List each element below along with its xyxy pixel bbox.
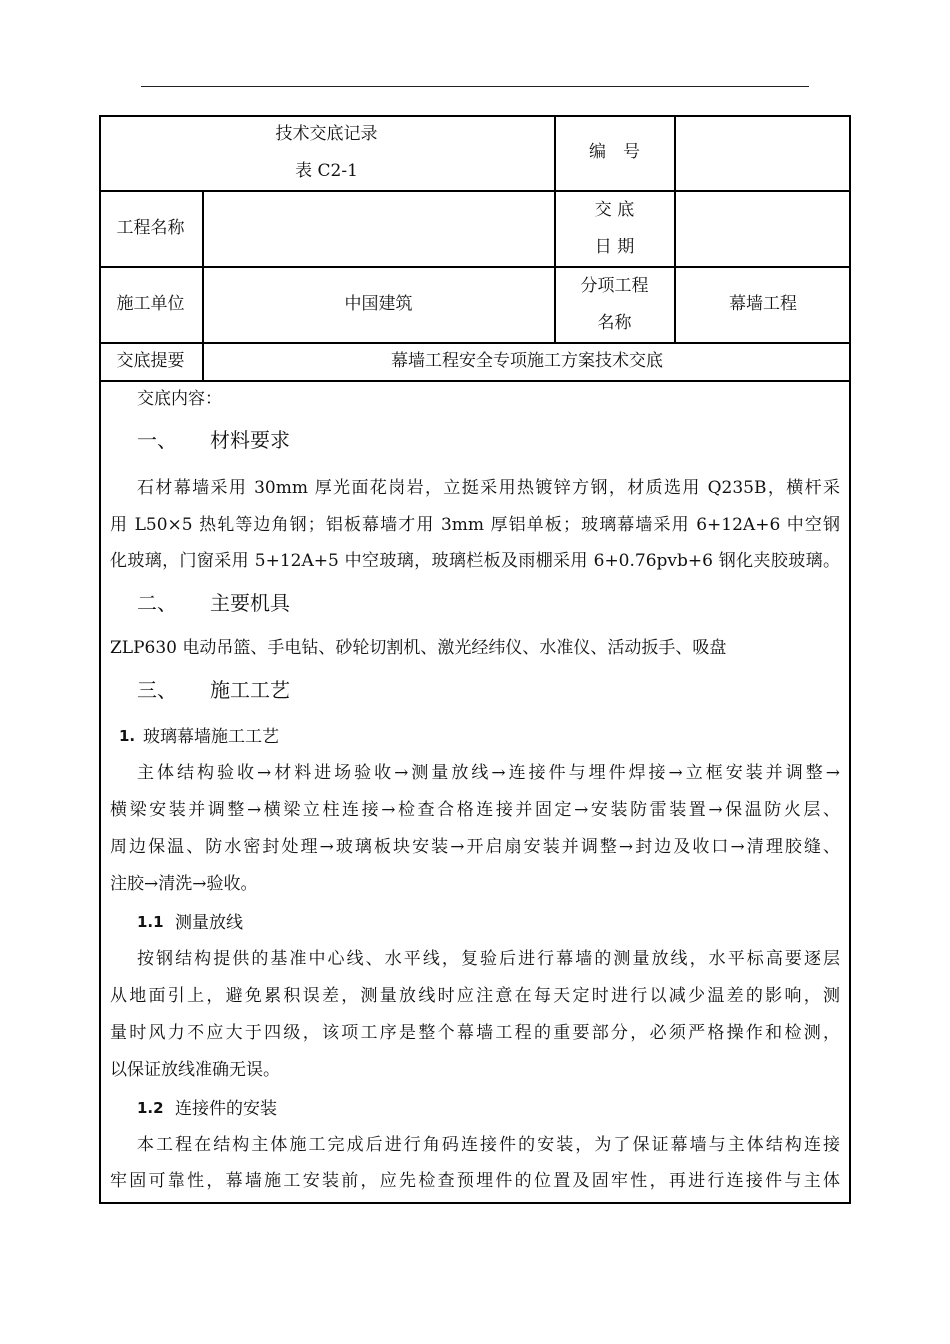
subsection-1-1-line-1: 按钢结构提供的基准中心线、水平线，复验后进行幕墙的测量放线，水平标高要逐层: [137, 949, 840, 969]
section-1-title: 材料要求: [210, 428, 290, 452]
subsection-1-2-title: 连接件的安装: [175, 1099, 277, 1119]
project-name-label: 工程名称: [116, 218, 185, 238]
content-intro: 交底内容：: [137, 389, 222, 409]
record-title: 技术交底记录: [275, 123, 378, 144]
sub-project-label-cell: [555, 267, 674, 342]
subsection-1-2-line-2: 牢固可靠性，幕墙施工安装前，应先检查预埋件的位置及固牢性，再进行连接件与主体: [110, 1171, 840, 1191]
contractor-value-cell[interactable]: [203, 267, 554, 342]
section-1-line-2: 用 L50×5 热轧等边角钢；铝板幕墙才用 3mm 厚铝单板；玻璃幕墙采用 6+12A+6 中空钢: [110, 515, 840, 535]
title-cell: [99, 115, 554, 190]
subsection-1-line-2: 横梁安装并调整→横梁立柱连接→检查合格连接并固定→安装防雷装置→保温防火层、: [110, 800, 840, 820]
summary-value: 幕墙工程安全专项施工方案技术交底: [391, 351, 663, 371]
section-1-number: 一、: [137, 428, 177, 452]
subsection-1-number: 1.: [119, 727, 136, 745]
subsection-1-1-line-2: 从地面引上，避免累积误差，测量放线时应注意在每天定时进行以减少温差的影响，测: [110, 986, 840, 1006]
form-number: 表 C2-1: [295, 160, 358, 181]
section-1-line-3: 化玻璃，门窗采用 5+12A+5 中空玻璃，玻璃栏板及雨棚采用 6+0.76pvb+6 钢化夹胶玻璃。: [110, 551, 840, 571]
subsection-1-line-4: 注胶→清洗→验收。: [110, 874, 258, 894]
project-name-label-cell: [99, 191, 202, 266]
subsection-1-1-line-3: 量时风力不应大于四级，该项工序是整个幕墙工程的重要部分，必须严格操作和检测，: [110, 1023, 840, 1043]
subsection-1-1-title: 测量放线: [175, 913, 243, 933]
date-label-line2: 日 期: [594, 236, 635, 257]
header-rule: [141, 86, 809, 87]
date-label-line1: 交 底: [594, 199, 635, 220]
section-1-line-1: 石材幕墙采用 30mm 厚光面花岗岩，立挺采用热镀锌方钢，材质选用 Q235B，横杆采: [137, 478, 840, 498]
section-3-number: 三、: [137, 678, 177, 702]
subsection-1-2-number: 1.2: [137, 1099, 164, 1117]
section-3-title: 施工工艺: [210, 678, 290, 702]
contractor-label: 施工单位: [116, 294, 185, 314]
section-2-number: 二、: [137, 591, 177, 615]
subsection-1-2-line-1: 本工程在结构主体施工完成后进行角码连接件的安装，为了保证幕墙与主体结构连接: [137, 1135, 840, 1155]
subsection-1-title: 玻璃幕墙施工工艺: [143, 727, 279, 747]
summary-label-cell: [99, 343, 202, 380]
contractor-label-cell: [99, 267, 202, 342]
sub-project-value: 幕墙工程: [729, 294, 797, 314]
subsection-1-1-line-4: 以保证放线准确无误。: [110, 1060, 280, 1080]
subsection-1-line-3: 周边保温、防水密封处理→玻璃板块安装→开启扇安装并调整→封边及收口→清理胶缝、: [110, 837, 840, 857]
summary-value-cell[interactable]: [203, 343, 851, 380]
subsection-1-1-number: 1.1: [137, 913, 164, 931]
section-2-title: 主要机具: [210, 591, 290, 615]
sub-project-label-line2: 名称: [597, 312, 632, 333]
number-label: 编 号: [589, 142, 640, 162]
contractor-value: 中国建筑: [344, 294, 413, 314]
number-value-cell[interactable]: [675, 115, 851, 190]
section-2-text: ZLP630 电动吊篮、手电钻、砂轮切割机、激光经纬仪、水准仪、活动扳手、吸盘: [110, 638, 727, 658]
date-value-cell[interactable]: [675, 191, 851, 266]
summary-label: 交底提要: [116, 351, 185, 371]
date-label-cell: [555, 191, 674, 266]
sub-project-label-line1: 分项工程: [580, 275, 649, 296]
sub-project-value-cell[interactable]: [675, 267, 851, 342]
project-name-value-cell[interactable]: [203, 191, 554, 266]
subsection-1-line-1: 主体结构验收→材料进场验收→测量放线→连接件与埋件焊接→立框安装并调整→: [137, 763, 840, 783]
number-label-cell: [555, 115, 674, 190]
